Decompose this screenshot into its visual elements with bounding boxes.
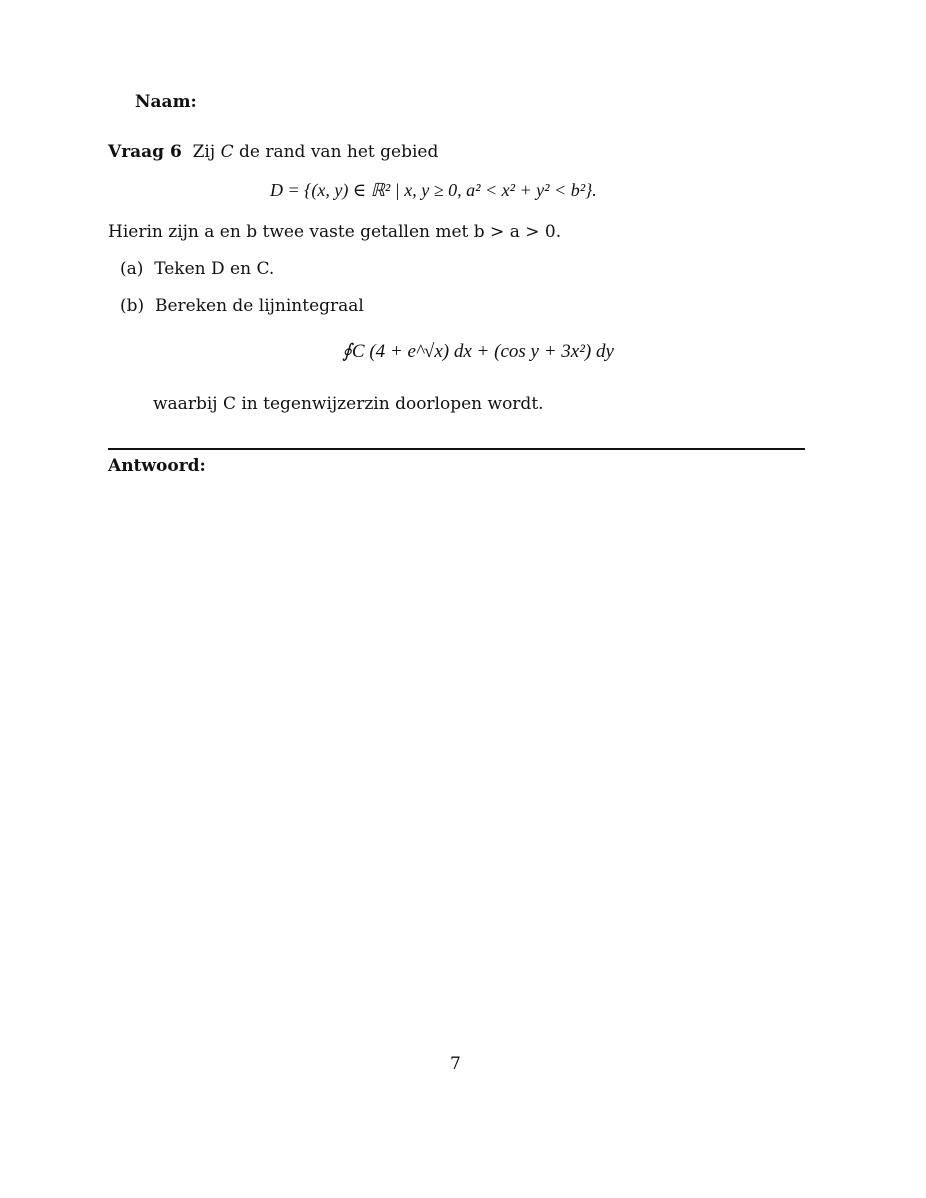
context-line: Hierin zijn a en b twee vaste getallen met b > a > 0. (108, 222, 562, 242)
answer-label: Antwoord: (108, 456, 206, 476)
part-a-label: (a) (120, 259, 144, 279)
question-label: Vraag 6 (108, 142, 182, 162)
part-a-text: Teken D en C. (154, 259, 275, 279)
line-integral: ∮C (4 + e^√x) dx + (cos y + 3x²) dy (342, 341, 614, 362)
answer-divider (108, 448, 805, 450)
intro-prefix: Zij (192, 142, 216, 162)
part-b-label: (b) (120, 296, 145, 316)
question-intro (108, 142, 438, 162)
integral-note: waarbij C in tegenwijzerzin doorlopen wordt. (153, 394, 544, 414)
intro-var: C (220, 142, 234, 162)
name-label: Naam: (135, 92, 197, 112)
part-b-text: Bereken de lijnintegraal (154, 296, 364, 316)
page-number: 7 (450, 1054, 461, 1074)
part-b (120, 296, 364, 316)
part-a (120, 259, 274, 279)
intro-suffix: de rand van het gebied (238, 142, 439, 162)
set-definition: D = {(x, y) ∈ ℝ² | x, y ≥ 0, a² < x² + y² < b²}. (270, 180, 597, 200)
